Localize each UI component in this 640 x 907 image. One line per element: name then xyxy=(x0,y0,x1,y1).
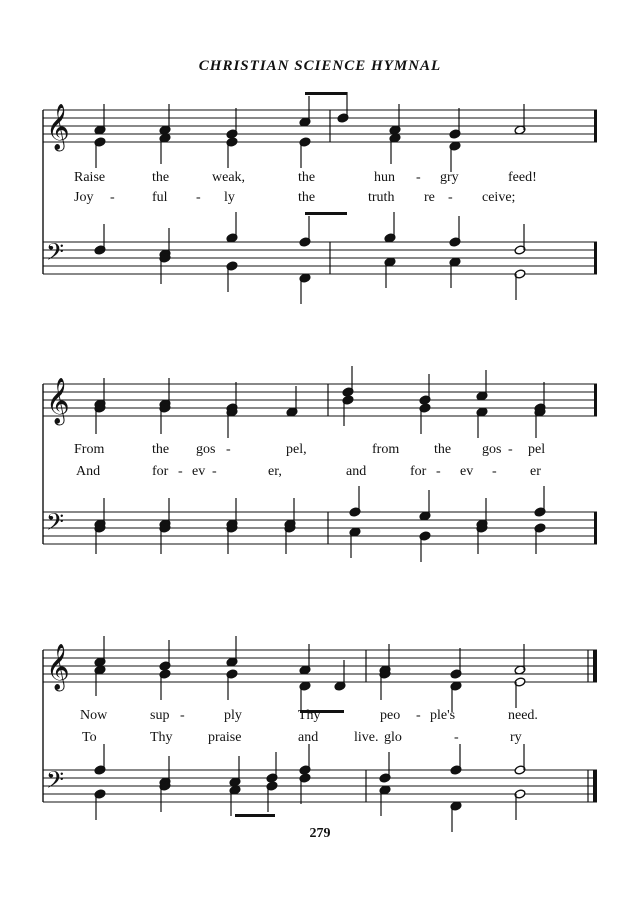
hymnal-title: CHRISTIAN SCIENCE HYMNAL xyxy=(198,58,442,74)
lyric-syllable: ly xyxy=(224,190,235,205)
lyric-syllable: and xyxy=(298,730,319,745)
lyric-syllable: - xyxy=(416,708,421,723)
lyric-syllable: gos xyxy=(482,442,502,457)
lyric-syllable: ev xyxy=(192,464,206,479)
bass-clef-icon: 𝄢 xyxy=(46,766,65,799)
beam xyxy=(235,814,275,817)
lyric-syllable: feed! xyxy=(508,170,537,185)
beam xyxy=(305,212,347,215)
lyric-syllable: gos xyxy=(196,442,216,457)
lyric-syllable: sup xyxy=(150,708,170,723)
lyric-syllable: - xyxy=(212,464,217,479)
lyric-syllable: peo xyxy=(380,708,401,723)
lyric-syllable: the xyxy=(298,170,316,185)
lyric-syllable: pel, xyxy=(286,442,307,457)
lyric-syllable: gry xyxy=(440,170,459,185)
lyric-syllable: pel xyxy=(528,442,546,457)
bass-clef-icon: 𝄢 xyxy=(46,238,65,271)
lyric-syllable: for xyxy=(410,464,427,479)
lyric-syllable: - xyxy=(508,442,513,457)
lyric-syllable: weak, xyxy=(212,170,246,185)
lyric-syllable: - xyxy=(110,190,115,205)
lyric-syllable: ful xyxy=(152,190,168,205)
lyric-syllable: - xyxy=(492,464,497,479)
lyric-syllable: need. xyxy=(508,708,538,723)
bass-clef-icon: 𝄢 xyxy=(46,508,65,541)
lyric-syllable: ply xyxy=(224,708,242,723)
lyric-syllable: and xyxy=(346,464,367,479)
lyric-syllable: Thy xyxy=(298,708,321,723)
lyric-syllable: Joy xyxy=(74,190,94,205)
lyric-syllable: glo xyxy=(384,730,402,745)
lyric-syllable: - xyxy=(448,190,453,205)
lyric-syllable: er xyxy=(530,464,541,479)
lyric-syllable: the xyxy=(152,170,170,185)
final-barline xyxy=(594,242,597,274)
final-barline xyxy=(593,770,597,802)
lyric-syllable: Raise xyxy=(74,170,106,185)
treble-clef-icon: 𝄞 xyxy=(46,378,70,424)
lyric-syllable: ceive; xyxy=(482,190,516,205)
lyric-line-system1-verse1 xyxy=(0,170,640,190)
lyric-line-system3-verse1 xyxy=(0,708,640,728)
lyric-syllable: - xyxy=(178,464,183,479)
lyric-syllable: praise xyxy=(208,730,242,745)
lyric-syllable: live. xyxy=(354,730,379,745)
lyric-syllable: - xyxy=(226,442,231,457)
lyric-syllable: - xyxy=(436,464,441,479)
lyric-syllable: - xyxy=(454,730,459,745)
lyric-syllable: er, xyxy=(268,464,282,479)
lyric-syllable: from xyxy=(372,442,400,457)
lyric-syllable: the xyxy=(434,442,452,457)
lyric-syllable: for xyxy=(152,464,169,479)
final-barline xyxy=(593,650,597,682)
treble-clef-icon: 𝄞 xyxy=(46,644,70,690)
lyric-syllable: the xyxy=(152,442,170,457)
lyric-syllable: And xyxy=(76,464,101,479)
lyric-syllable: - xyxy=(416,170,421,185)
lyric-syllable: Now xyxy=(80,708,108,723)
lyric-syllable: truth xyxy=(368,190,395,205)
lyric-syllable: - xyxy=(180,708,185,723)
lyric-syllable: From xyxy=(74,442,105,457)
lyric-syllable: To xyxy=(82,730,97,745)
lyric-syllable: ev xyxy=(460,464,474,479)
lyric-syllable: - xyxy=(196,190,201,205)
lyric-syllable: hun xyxy=(374,170,395,185)
final-barline xyxy=(594,110,597,142)
lyric-line-system2-verse1 xyxy=(0,442,640,462)
lyric-syllable: Thy xyxy=(150,730,173,745)
beam xyxy=(305,92,347,95)
lyric-syllable: the xyxy=(298,190,316,205)
final-barline xyxy=(594,512,597,544)
lyric-syllable: re xyxy=(424,190,435,205)
lyric-syllable: ry xyxy=(510,730,522,745)
lyric-line-system2-verse2 xyxy=(0,464,640,484)
page-number: 279 xyxy=(309,826,331,841)
lyric-line-system1-verse2 xyxy=(0,190,640,210)
lyric-line-system3-verse2 xyxy=(0,730,640,750)
lyric-syllable: ple's xyxy=(430,708,456,723)
final-barline xyxy=(594,384,597,416)
treble-clef-icon: 𝄞 xyxy=(46,104,70,150)
